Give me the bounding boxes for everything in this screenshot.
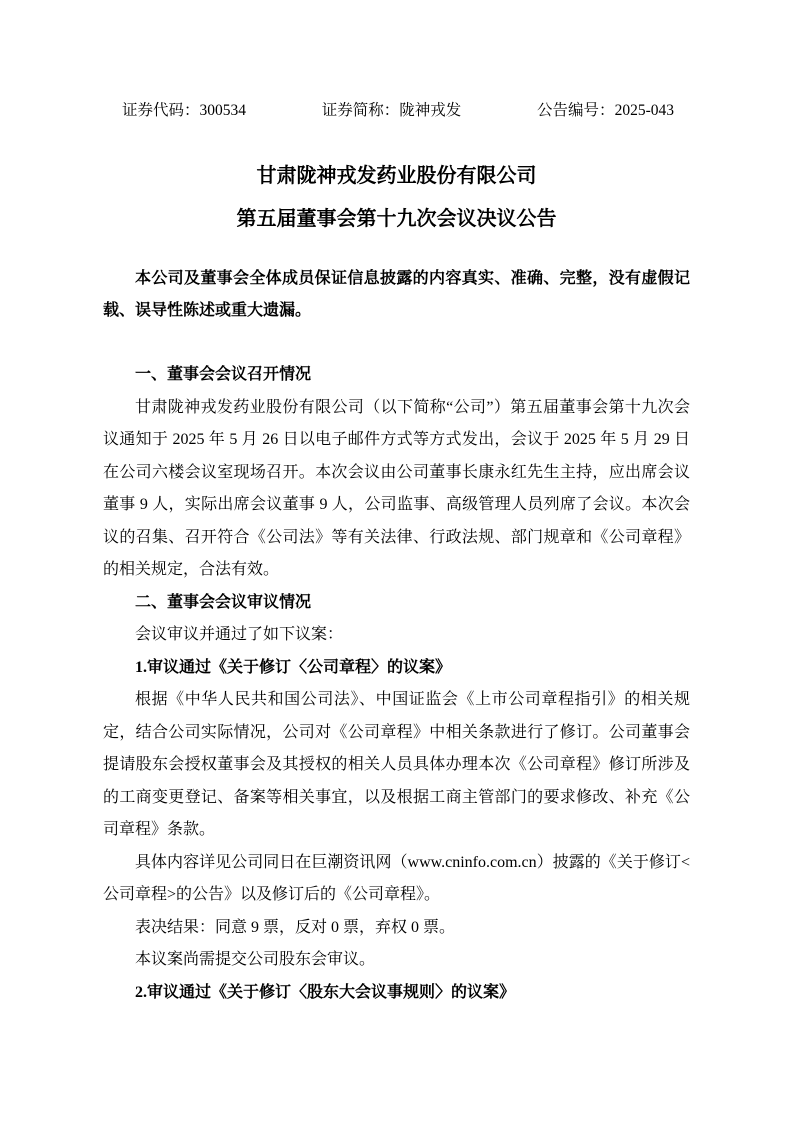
company-name-title: 甘肃陇神戎发药业股份有限公司 — [256, 165, 537, 187]
proposal-1-title: 1.审议通过《关于修订〈公司章程〉的议案》 — [135, 658, 452, 676]
announcement-number-value: 2025-043 — [614, 102, 674, 119]
announcement-number — [537, 100, 674, 121]
proposal-1-paragraph-2: 具体内容详见公司同日在巨潮资讯网（www.cninfo.com.cn）披露的《关于修订<公司章程>的公告》以及修订后的《公司章程》。 — [103, 853, 690, 903]
announcement-title: 第五届董事会第十九次会议决议公告 — [236, 208, 557, 230]
section-1-heading: 一、董事会会议召开情况 — [135, 366, 312, 383]
section-1-paragraph: 甘肃陇神戎发药业股份有限公司（以下简称“公司”）第五届董事会第十九次会议通知于 2025 年 5 月 26 日以电子邮件方式等方式发出，会议于 2025 年 5 月 29 日在公司六楼会议室现场召开。本次会议由公司董事长康永红先生主持，应出席会议董事 9 人，实际出席会议董事 9 人，公司监事、高级管理人员列席了会议。本次会议的召集、召开符合《公司法》等有关法律、行政法规、部门规章和《公司章程》的相关规定，合法有效。 — [103, 398, 690, 578]
proposal-1-note: 本议案尚需提交公司股东会审议。 — [135, 951, 376, 968]
document-header — [103, 100, 690, 121]
disclosure-statement: 本公司及董事会全体成员保证信息披露的内容真实、准确、完整，没有虚假记载、误导性陈述或重大遗漏。 — [103, 270, 690, 319]
section-2-heading: 二、董事会会议审议情况 — [135, 593, 312, 611]
section-2-intro: 会议审议并通过了如下议案： — [135, 626, 344, 643]
stock-name-label: 证券简称： — [321, 102, 400, 119]
proposal-2-title: 2.审议通过《关于修订〈股东大会议事规则〉的议案》 — [135, 983, 516, 1001]
stock-name-value: 陇神戎发 — [399, 102, 462, 119]
proposal-1-paragraph-1: 根据《中华人民共和国公司法》、中国证监会《上市公司章程指引》的相关规定，结合公司实际情况，公司对《公司章程》中相关条款进行了修订。公司董事会提请股东会授权董事会及其授权的相关人员具体办理本次《公司章程》修订所涉及的工商变更登记、备案等相关事宜，以及根据工商主管部门的要求修改、补充《公司章程》条款。 — [103, 691, 690, 838]
announcement-number-label: 公告编号： — [537, 102, 615, 119]
stock-code-value: 300534 — [199, 102, 247, 119]
stock-name — [322, 100, 462, 121]
proposal-1-vote-result: 表决结果：同意 9 票，反对 0 票，弃权 0 票。 — [135, 918, 456, 936]
stock-code-label: 证券代码： — [122, 102, 200, 119]
stock-code — [122, 100, 246, 121]
